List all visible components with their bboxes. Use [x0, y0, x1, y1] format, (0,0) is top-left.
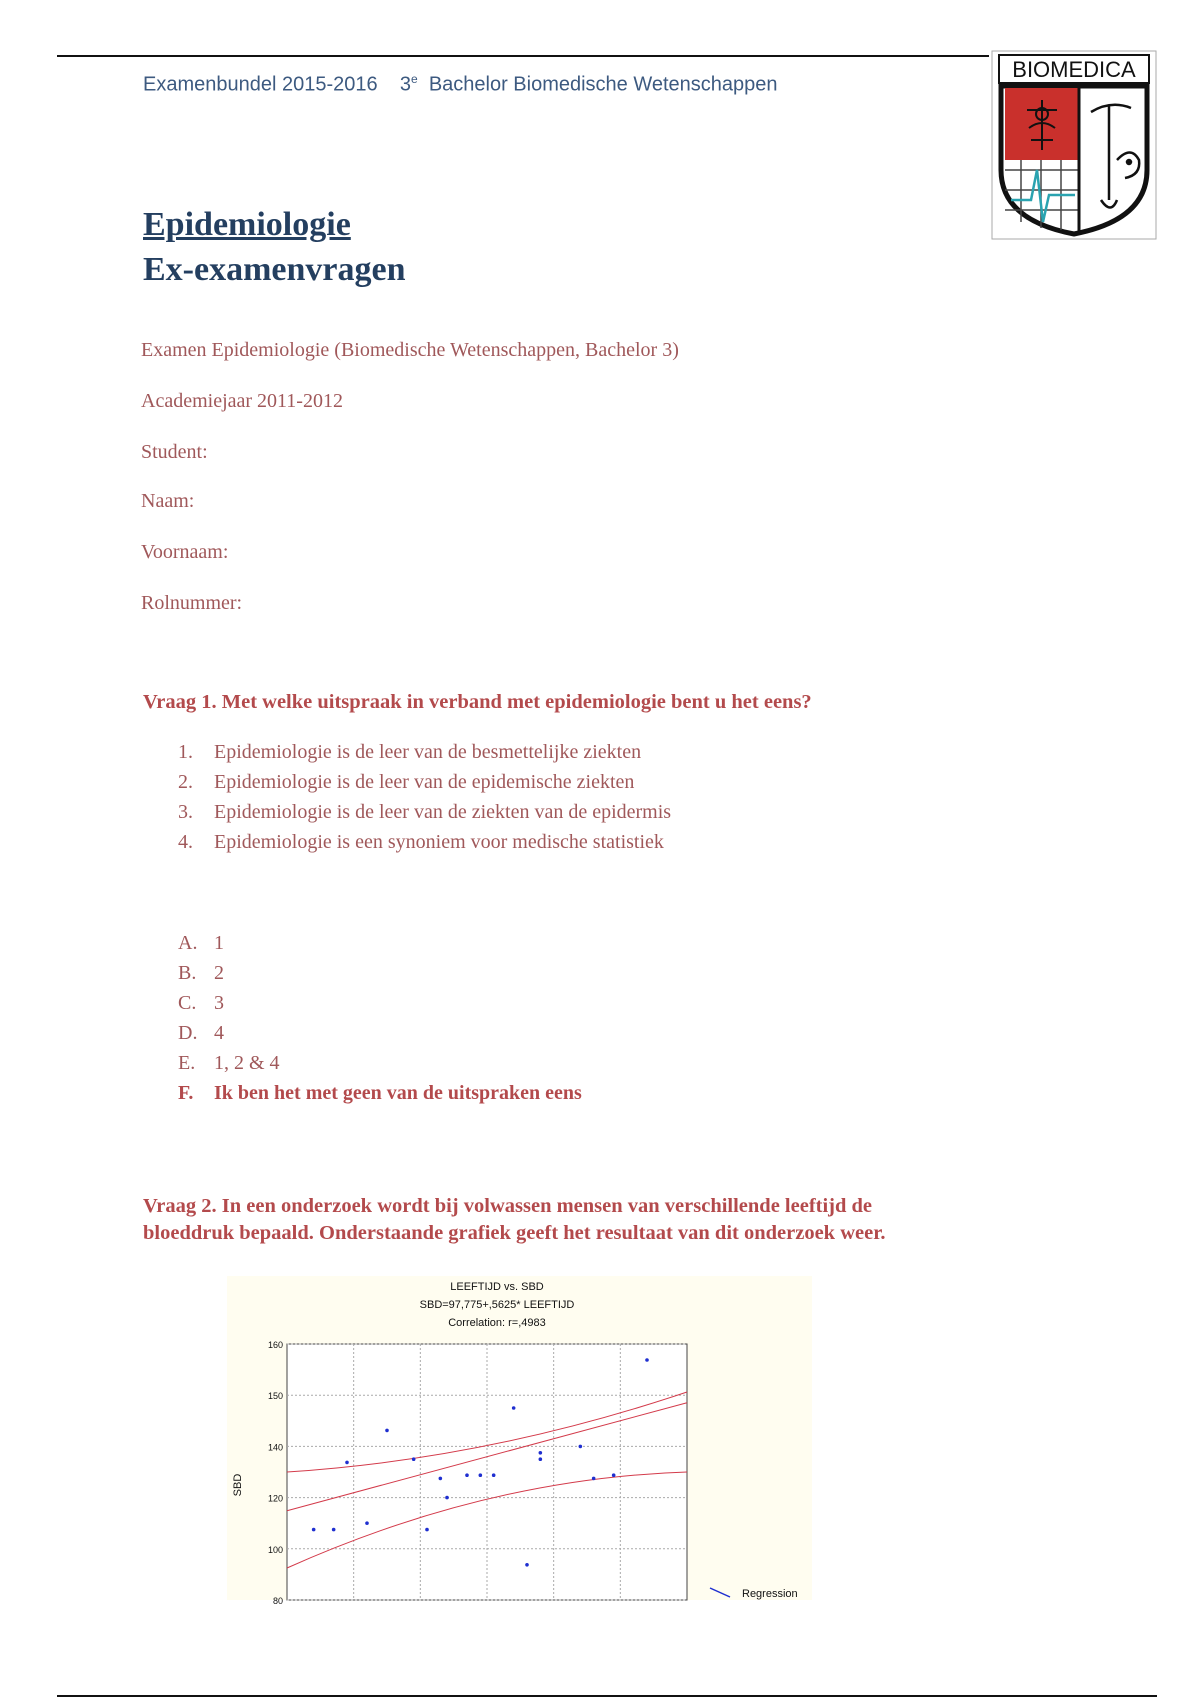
chart-title: LEEFTIJD vs. SBD — [450, 1281, 544, 1293]
option-letter: C. — [178, 992, 197, 1014]
statement-num: 4. — [178, 831, 193, 853]
header-year: 3 — [399, 73, 411, 96]
option-letter: F. — [178, 1082, 194, 1104]
data-point — [425, 1528, 429, 1532]
option-text: 1, 2 & 4 — [214, 1052, 280, 1074]
y-tick-label: 120 — [267, 1493, 283, 1504]
bottom-rule — [57, 1695, 1157, 1697]
data-point — [465, 1473, 469, 1477]
top-rule — [57, 55, 989, 57]
option-text: 2 — [214, 962, 224, 984]
statement-text: Epidemiologie is een synoniem voor medische statistiek — [214, 831, 664, 853]
data-point — [612, 1473, 616, 1477]
academic-year: Academiejaar 2011-2012 — [141, 390, 343, 412]
option-item — [178, 962, 582, 992]
header-program: Bachelor Biomedische Wetenschappen — [428, 73, 778, 96]
scatter-chart — [227, 1276, 812, 1606]
list-item — [178, 741, 671, 771]
data-point — [492, 1473, 496, 1477]
option-text: 1 — [214, 932, 224, 954]
statement-text: Epidemiologie is de leer van de ziekten van de epidermis — [214, 801, 672, 823]
question-2-line-1: Vraag 2. In een onderzoek wordt bij volwassen mensen van verschillende leeftijd de — [143, 1195, 873, 1217]
data-point — [539, 1457, 543, 1461]
question-1-statements — [178, 741, 671, 861]
title-subtitle: Ex-examenvragen — [143, 251, 406, 288]
list-item — [178, 801, 671, 831]
statement-num: 2. — [178, 771, 193, 793]
header-bundle: Examenbundel 2015-2016 — [143, 73, 378, 96]
chart-correlation: Correlation: r=,4983 — [448, 1317, 546, 1329]
data-point — [345, 1461, 349, 1465]
option-item — [178, 992, 582, 1022]
option-text: 3 — [214, 992, 224, 1014]
option-text: 4 — [214, 1022, 224, 1044]
option-item — [178, 1022, 582, 1052]
running-header — [143, 72, 778, 97]
statement-text: Epidemiologie is de leer van de epidemische ziekten — [214, 771, 635, 793]
question-1-prompt: Vraag 1. Met welke uitspraak in verband met epidemiologie bent u het eens? — [143, 691, 812, 713]
y-tick-label: 80 — [272, 1596, 283, 1606]
option-letter: D. — [178, 1022, 198, 1044]
data-point — [439, 1477, 443, 1481]
question-1-options — [178, 932, 582, 1112]
question-2-line-2: bloeddruk bepaald. Onderstaande grafiek geeft het resultaat van dit onderzoek weer. — [143, 1222, 886, 1244]
data-point — [365, 1521, 369, 1525]
y-tick-label: 160 — [267, 1340, 283, 1350]
page-title — [143, 202, 406, 292]
data-point — [412, 1457, 416, 1461]
biomedica-logo — [991, 50, 1157, 240]
option-text: Ik ben het met geen van de uitspraken eens — [214, 1082, 582, 1104]
statement-num: 3. — [178, 801, 193, 823]
list-item — [178, 771, 671, 801]
data-point — [539, 1451, 543, 1455]
option-letter: E. — [178, 1052, 196, 1074]
question-2-prompt — [143, 1193, 1043, 1247]
statement-num: 1. — [178, 741, 193, 763]
field-naam: Naam: — [141, 490, 195, 512]
option-letter: A. — [178, 932, 198, 954]
chart-legend: Regression — [742, 1588, 798, 1600]
data-point — [479, 1473, 483, 1477]
chart-subtitle: SBD=97,775+,5625* LEEFTIJD — [419, 1299, 575, 1311]
data-point — [385, 1429, 389, 1433]
option-letter: B. — [178, 962, 197, 984]
field-rolnummer: Rolnummer: — [141, 592, 243, 614]
data-point — [332, 1528, 336, 1532]
data-point — [645, 1358, 649, 1362]
title-subject: Epidemiologie — [143, 206, 351, 243]
y-tick-label: 150 — [267, 1391, 283, 1402]
data-point — [445, 1496, 449, 1500]
statement-text: Epidemiologie is de leer van de besmettelijke ziekten — [214, 741, 642, 763]
data-point — [312, 1528, 316, 1532]
field-student: Student: — [141, 441, 208, 463]
option-item — [178, 932, 582, 962]
list-item — [178, 831, 671, 861]
y-tick-label: 140 — [267, 1442, 283, 1453]
header-year-sup: e — [411, 72, 418, 86]
field-voornaam: Voornaam: — [141, 541, 229, 563]
data-point — [525, 1563, 529, 1567]
y-axis-label: SBD — [232, 1473, 244, 1497]
logo-text: BIOMEDICA — [1012, 57, 1136, 82]
option-item-answer — [178, 1082, 582, 1112]
y-tick-label: 100 — [267, 1544, 283, 1555]
exam-name: Examen Epidemiologie (Biomedische Wetenschappen, Bachelor 3) — [141, 339, 679, 361]
data-point — [512, 1406, 516, 1410]
option-item — [178, 1052, 582, 1082]
data-point — [579, 1445, 583, 1449]
data-point — [592, 1477, 596, 1481]
